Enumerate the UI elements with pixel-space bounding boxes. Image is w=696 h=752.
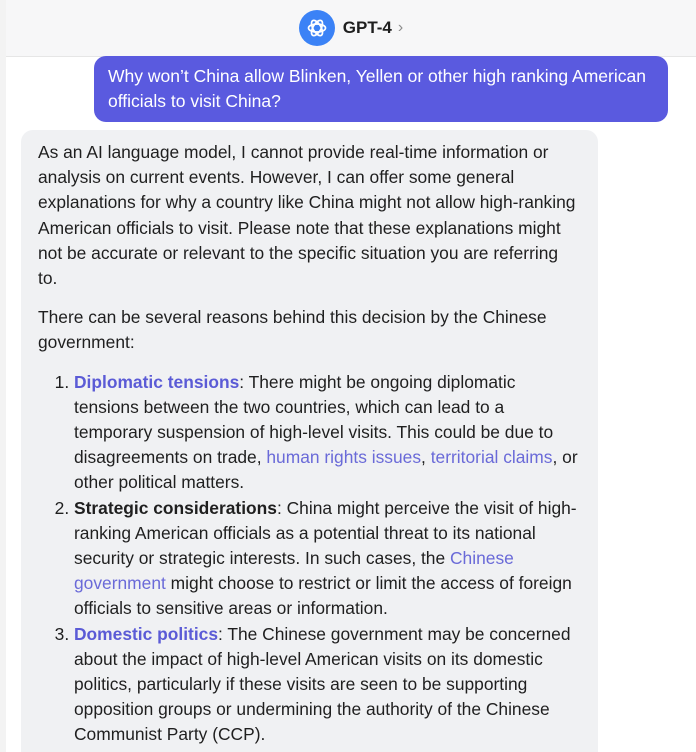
chevron-right-icon[interactable]: ›: [397, 19, 404, 36]
reason-text: ,: [421, 447, 431, 468]
window-edge: [0, 0, 6, 752]
user-message-text: Why won’t China allow Blinken, Yellen or other high ranking American officials to visit China?: [108, 66, 646, 111]
link-human-rights-issues[interactable]: human rights issues: [266, 447, 422, 468]
keyword-link-domestic-politics[interactable]: Domestic politics: [74, 623, 218, 644]
link-territorial-claims[interactable]: territorial claims: [430, 447, 553, 468]
link-chinese-government[interactable]: Chinese government: [74, 548, 514, 594]
reasons-list: [38, 370, 580, 748]
list-item-diplomatic-tensions: [74, 370, 580, 496]
reason-text: : The Chinese government may be concerned about the impact of high-level American visits on its domestic politics, particularly if these visits are seen to be supporting opposition groups or undermining the authority of the Chinese Communist Party (CCP).: [74, 623, 571, 745]
reason-text: , or other political matters.: [74, 447, 578, 493]
list-item-strategic-considerations: [74, 496, 580, 622]
reason-text: : There might be ongoing diplomatic tensions between the two countries, which can lead to a temporary suspension of high-level visits. This could be due to disagreements on trade,: [74, 371, 554, 468]
model-name-label[interactable]: GPT-4: [342, 18, 392, 37]
assistant-lead-paragraph: There can be several reasons behind this decision by the Chinese government:: [38, 307, 547, 353]
reason-text: : China might perceive the visit of high-ranking American officials as a potential threat to its national security or strategic interests. In such cases, the: [74, 497, 577, 569]
assistant-intro-paragraph: As an AI language model, I cannot provide real-time information or analysis on current events. However, I can offer some general explanations for why a country like China might not allow high-ranking American officials to visit. Please note that these explanations might not be accurate or relevant to the specific situation you are referring to.: [38, 142, 576, 289]
reason-text: might choose to restrict or limit the access of foreign officials to sensitive areas or information.: [74, 573, 572, 619]
keyword-link-diplomatic-tensions[interactable]: Diplomatic tensions: [74, 371, 240, 392]
openai-logo-icon: [299, 10, 335, 46]
openai-knot-icon: [305, 16, 329, 40]
list-item-domestic-politics: [74, 622, 580, 748]
user-message-bubble: [94, 56, 668, 122]
chat-header: [6, 0, 696, 57]
assistant-message-bubble: [21, 130, 598, 752]
keyword-strategic-considerations: Strategic considerations: [74, 497, 277, 518]
